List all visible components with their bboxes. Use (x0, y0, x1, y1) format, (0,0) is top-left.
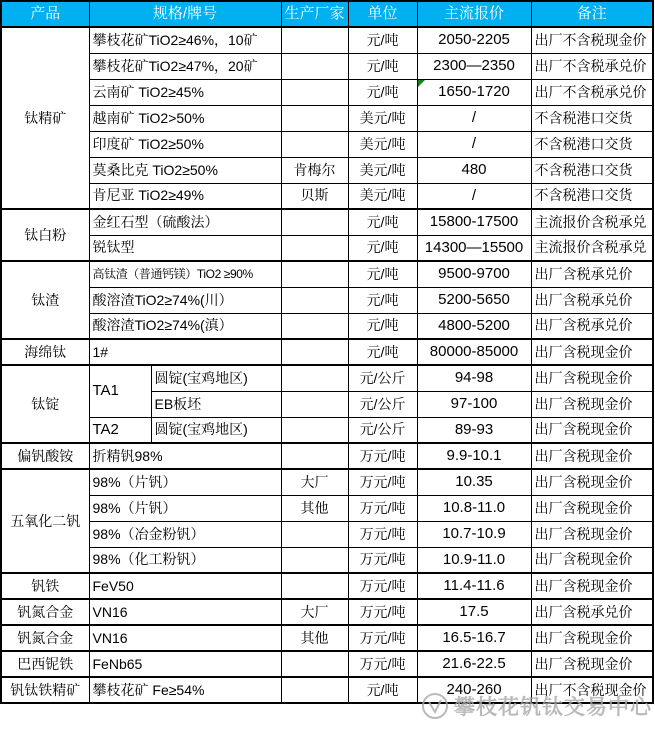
unit-cell: 元/公斤 (348, 417, 417, 443)
price-cell: 4800-5200 (417, 313, 531, 339)
product-cell: 钒钛铁精矿 (1, 677, 89, 703)
table-row (1, 157, 653, 183)
table-row (1, 417, 653, 443)
spec-cell: 98%（片钒） (89, 495, 281, 521)
table-row (1, 339, 653, 365)
maker-cell (281, 547, 348, 573)
spec-cell: FeNb65 (89, 651, 281, 677)
price-cell: 9.9-10.1 (417, 443, 531, 469)
price-cell: 240-260 (417, 677, 531, 703)
price-cell: 5200-5650 (417, 287, 531, 313)
table-row (1, 287, 653, 313)
spec-cell: 云南矿 TiO2≥45% (89, 79, 281, 105)
maker-cell (281, 365, 348, 391)
spec-cell: 高钛渣（普通钙镁）TiO2 ≥90% (89, 261, 281, 287)
col-header-price: 主流报价 (417, 1, 531, 27)
note-cell: 不含税港口交货 (531, 131, 653, 157)
table-row (1, 521, 653, 547)
maker-cell (281, 391, 348, 417)
product-cell: 巴西铌铁 (1, 651, 89, 677)
unit-cell: 元/吨 (348, 235, 417, 261)
note-cell: 出厂不含税现金价 (531, 677, 653, 703)
maker-cell: 大厂 (281, 599, 348, 625)
table-body (1, 27, 653, 703)
note-cell: 出厂含税现金价 (531, 365, 653, 391)
unit-cell: 万元/吨 (348, 443, 417, 469)
table-row (1, 27, 653, 53)
note-cell: 不含税港口交货 (531, 105, 653, 131)
note-cell: 出厂含税现金价 (531, 391, 653, 417)
note-cell: 出厂不含税现金价 (531, 27, 653, 53)
maker-cell (281, 313, 348, 339)
note-cell: 出厂含税承兑价 (531, 599, 653, 625)
maker-cell (281, 261, 348, 287)
spec-cell: 越南矿 TiO2>50% (89, 105, 281, 131)
spec-cell: 攀枝花矿 Fe≥54% (89, 677, 281, 703)
maker-cell (281, 651, 348, 677)
note-cell: 出厂含税现金价 (531, 521, 653, 547)
maker-cell (281, 27, 348, 53)
price-cell: / (417, 131, 531, 157)
spec-grade-cell: TA2 (89, 417, 151, 443)
maker-cell (281, 339, 348, 365)
price-cell: 2050-2205 (417, 27, 531, 53)
price-cell: 480 (417, 157, 531, 183)
unit-cell: 万元/吨 (348, 625, 417, 651)
note-cell: 出厂含税现金价 (531, 651, 653, 677)
maker-cell (281, 209, 348, 235)
unit-cell: 元/吨 (348, 261, 417, 287)
maker-cell: 其他 (281, 625, 348, 651)
price-cell: / (417, 183, 531, 209)
table-row (1, 365, 653, 391)
table-row (1, 235, 653, 261)
spec-cell: 折精钒98% (89, 443, 281, 469)
note-cell: 不含税港口交货 (531, 157, 653, 183)
header-row (1, 1, 653, 27)
col-header-product: 产品 (1, 1, 89, 27)
table-row (1, 547, 653, 573)
maker-cell (281, 677, 348, 703)
note-cell: 出厂不含税承兑价 (531, 53, 653, 79)
product-cell: 海绵钛 (1, 339, 89, 365)
spec-cell: 印度矿 TiO2≥50% (89, 131, 281, 157)
unit-cell: 元/吨 (348, 27, 417, 53)
price-cell: 9500-9700 (417, 261, 531, 287)
note-cell: 出厂含税现金价 (531, 547, 653, 573)
price-cell: / (417, 105, 531, 131)
col-header-unit: 单位 (348, 1, 417, 27)
maker-cell (281, 443, 348, 469)
price-cell: 21.6-22.5 (417, 651, 531, 677)
note-cell: 出厂含税现金价 (531, 495, 653, 521)
maker-cell: 贝斯 (281, 183, 348, 209)
note-cell: 出厂含税现金价 (531, 573, 653, 599)
note-cell: 出厂含税现金价 (531, 339, 653, 365)
price-cell: 89-93 (417, 417, 531, 443)
price-cell: 97-100 (417, 391, 531, 417)
maker-cell: 大厂 (281, 469, 348, 495)
spec-cell: EB板坯 (151, 391, 281, 417)
price-cell: 17.5 (417, 599, 531, 625)
table-header (1, 1, 653, 27)
price-cell: 10.35 (417, 469, 531, 495)
spec-cell: 1# (89, 339, 281, 365)
table-row (1, 209, 653, 235)
table-row (1, 625, 653, 651)
table-row (1, 599, 653, 625)
spec-cell: 98%（化工粉钒） (89, 547, 281, 573)
unit-cell: 美元/吨 (348, 131, 417, 157)
price-cell: 94-98 (417, 365, 531, 391)
spec-cell: 攀枝花矿TiO2≥46%，10矿 (89, 27, 281, 53)
spec-cell: 98%（片钒） (89, 469, 281, 495)
note-cell: 出厂不含税承兑价 (531, 79, 653, 105)
note-cell: 出厂含税承兑价 (531, 313, 653, 339)
product-cell: 钒氮合金 (1, 625, 89, 651)
note-cell: 出厂含税承兑价 (531, 261, 653, 287)
unit-cell: 万元/吨 (348, 495, 417, 521)
price-cell: 16.5-16.7 (417, 625, 531, 651)
maker-cell (281, 235, 348, 261)
price-cell: 80000-85000 (417, 339, 531, 365)
table-row (1, 53, 653, 79)
note-cell: 主流报价含税承兑 (531, 209, 653, 235)
price-cell: 10.8-11.0 (417, 495, 531, 521)
table-row (1, 313, 653, 339)
maker-cell (281, 417, 348, 443)
spec-cell: 圆锭(宝鸡地区) (151, 417, 281, 443)
price-cell: 14300—15500 (417, 235, 531, 261)
unit-cell: 元/吨 (348, 677, 417, 703)
unit-cell: 美元/吨 (348, 105, 417, 131)
col-header-note: 备注 (531, 1, 653, 27)
spec-cell: 金红石型（硫酸法） (89, 209, 281, 235)
note-cell: 出厂含税承兑价 (531, 287, 653, 313)
spec-cell: 酸溶渣TiO2≥74%(滇） (89, 313, 281, 339)
unit-cell: 美元/吨 (348, 157, 417, 183)
note-cell: 出厂含税现金价 (531, 469, 653, 495)
unit-cell: 元/吨 (348, 287, 417, 313)
maker-cell (281, 105, 348, 131)
spec-cell: 攀枝花矿TiO2≥47%，20矿 (89, 53, 281, 79)
product-cell: 五氧化二钒 (1, 469, 89, 573)
note-cell: 出厂含税现金价 (531, 417, 653, 443)
table-row (1, 105, 653, 131)
unit-cell: 美元/吨 (348, 183, 417, 209)
table-row (1, 677, 653, 703)
product-cell: 钛白粉 (1, 209, 89, 261)
maker-cell (281, 573, 348, 599)
product-cell: 钛渣 (1, 261, 89, 339)
maker-cell (281, 287, 348, 313)
table-row (1, 443, 653, 469)
spec-cell: 肯尼亚 TiO2≥49% (89, 183, 281, 209)
product-cell: 钛精矿 (1, 27, 89, 209)
price-cell: 1650-1720 (417, 79, 531, 105)
table-row (1, 651, 653, 677)
unit-cell: 元/吨 (348, 209, 417, 235)
spec-cell: 98%（冶金粉钒） (89, 521, 281, 547)
note-cell: 不含税港口交货 (531, 183, 653, 209)
unit-cell: 万元/吨 (348, 599, 417, 625)
unit-cell: 万元/吨 (348, 547, 417, 573)
maker-cell (281, 131, 348, 157)
maker-cell (281, 53, 348, 79)
spec-grade-cell: TA1 (89, 365, 151, 417)
unit-cell: 元/吨 (348, 313, 417, 339)
table-row (1, 261, 653, 287)
table-row (1, 495, 653, 521)
price-cell: 11.4-11.6 (417, 573, 531, 599)
cell-error-marker-icon (418, 80, 425, 87)
spec-cell: 莫桑比克 TiO2≥50% (89, 157, 281, 183)
table-row (1, 469, 653, 495)
unit-cell: 元/吨 (348, 339, 417, 365)
table-row (1, 183, 653, 209)
spec-cell: FeV50 (89, 573, 281, 599)
watermark-text: 攀枝花钒钛交易中心 (454, 696, 652, 719)
product-cell: 钒铁 (1, 573, 89, 599)
unit-cell: 元/公斤 (348, 391, 417, 417)
unit-cell: 元/吨 (348, 53, 417, 79)
maker-cell: 肯梅尔 (281, 157, 348, 183)
col-header-maker: 生产厂家 (281, 1, 348, 27)
note-cell: 主流报价含税承兑 (531, 235, 653, 261)
table-row (1, 573, 653, 599)
product-cell: 偏钒酸铵 (1, 443, 89, 469)
maker-cell (281, 79, 348, 105)
unit-cell: 万元/吨 (348, 469, 417, 495)
unit-cell: 万元/吨 (348, 651, 417, 677)
spec-cell: 锐钛型 (89, 235, 281, 261)
table-row (1, 131, 653, 157)
maker-cell: 其他 (281, 495, 348, 521)
price-cell: 10.7-10.9 (417, 521, 531, 547)
price-cell: 15800-17500 (417, 209, 531, 235)
col-header-spec: 规格/牌号 (89, 1, 281, 27)
spec-cell: VN16 (89, 625, 281, 651)
product-cell: 钒氮合金 (1, 599, 89, 625)
note-cell: 出厂含税现金价 (531, 625, 653, 651)
table-row (1, 79, 653, 105)
spec-cell: 酸溶渣TiO2≥74%(川） (89, 287, 281, 313)
spec-cell: VN16 (89, 599, 281, 625)
maker-cell (281, 521, 348, 547)
product-cell: 钛锭 (1, 365, 89, 443)
unit-cell: 元/吨 (348, 79, 417, 105)
unit-cell: 万元/吨 (348, 521, 417, 547)
spec-cell: 圆锭(宝鸡地区) (151, 365, 281, 391)
unit-cell: 元/公斤 (348, 365, 417, 391)
price-cell: 10.9-11.0 (417, 547, 531, 573)
note-cell: 出厂含税现金价 (531, 443, 653, 469)
price-cell: 2300—2350 (417, 53, 531, 79)
unit-cell: 万元/吨 (348, 573, 417, 599)
